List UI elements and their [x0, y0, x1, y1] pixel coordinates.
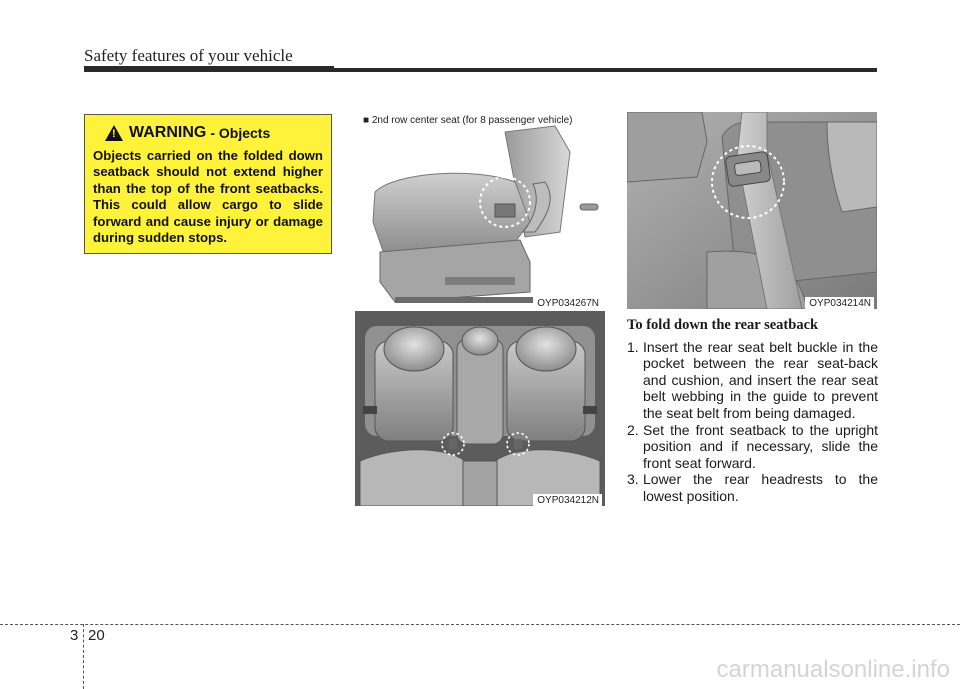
footer-rule: [0, 624, 960, 625]
warning-triangle-icon: [105, 125, 123, 141]
instruction-step: [627, 339, 878, 422]
figure-code: OYP034212N: [533, 494, 602, 506]
figure-center-seat: [355, 112, 605, 309]
warning-header: [105, 122, 323, 144]
step-number: 3.: [627, 471, 639, 488]
page-header-title: Safety features of your vehicle: [84, 46, 293, 65]
figure-code: OYP034214N: [805, 297, 874, 309]
step-number: 1.: [627, 338, 639, 355]
step-text: Lower the rear headrests to the lowest position.: [643, 471, 878, 504]
warning-subtitle: - Objects: [210, 125, 271, 141]
instructions-heading: To fold down the rear seatback: [627, 317, 819, 333]
figure-code: OYP034267N: [533, 297, 602, 309]
chapter-number: 3: [70, 627, 79, 644]
rear-seats-illustration: [355, 311, 605, 506]
instruction-step: [627, 471, 878, 504]
watermark: carmanualsonline.info: [716, 656, 950, 683]
header-rule-accent: [84, 66, 334, 72]
step-text: Set the front seatback to the upright position and if necessary, slide the front seat forward.: [643, 421, 878, 471]
figure-rear-seats: [355, 311, 605, 506]
figure-buckle-pocket: [627, 112, 877, 309]
warning-title: WARNING: [129, 124, 207, 141]
instruction-step: [627, 422, 878, 472]
warning-body: Objects carried on the folded down seatback should not extend higher than the top of the front seatbacks. This could allow cargo to slide forward and cause injury or damage during sudden stops.: [93, 148, 323, 246]
warning-box: [84, 114, 332, 254]
buckle-pocket-illustration: [627, 112, 877, 309]
footer-divider: [83, 624, 84, 689]
step-number: 2.: [627, 421, 639, 438]
page-number: 20: [88, 627, 105, 644]
figure-caption: ■ 2nd row center seat (for 8 passenger vehicle): [363, 115, 573, 126]
center-seat-illustration: [355, 112, 605, 309]
step-text: Insert the rear seat belt buckle in the pocket between the rear seat-back and cushion, and insert the rear seat belt webbing in the guide to prevent the seat belt from being damaged.: [643, 338, 878, 421]
fold-instructions: [627, 317, 878, 505]
